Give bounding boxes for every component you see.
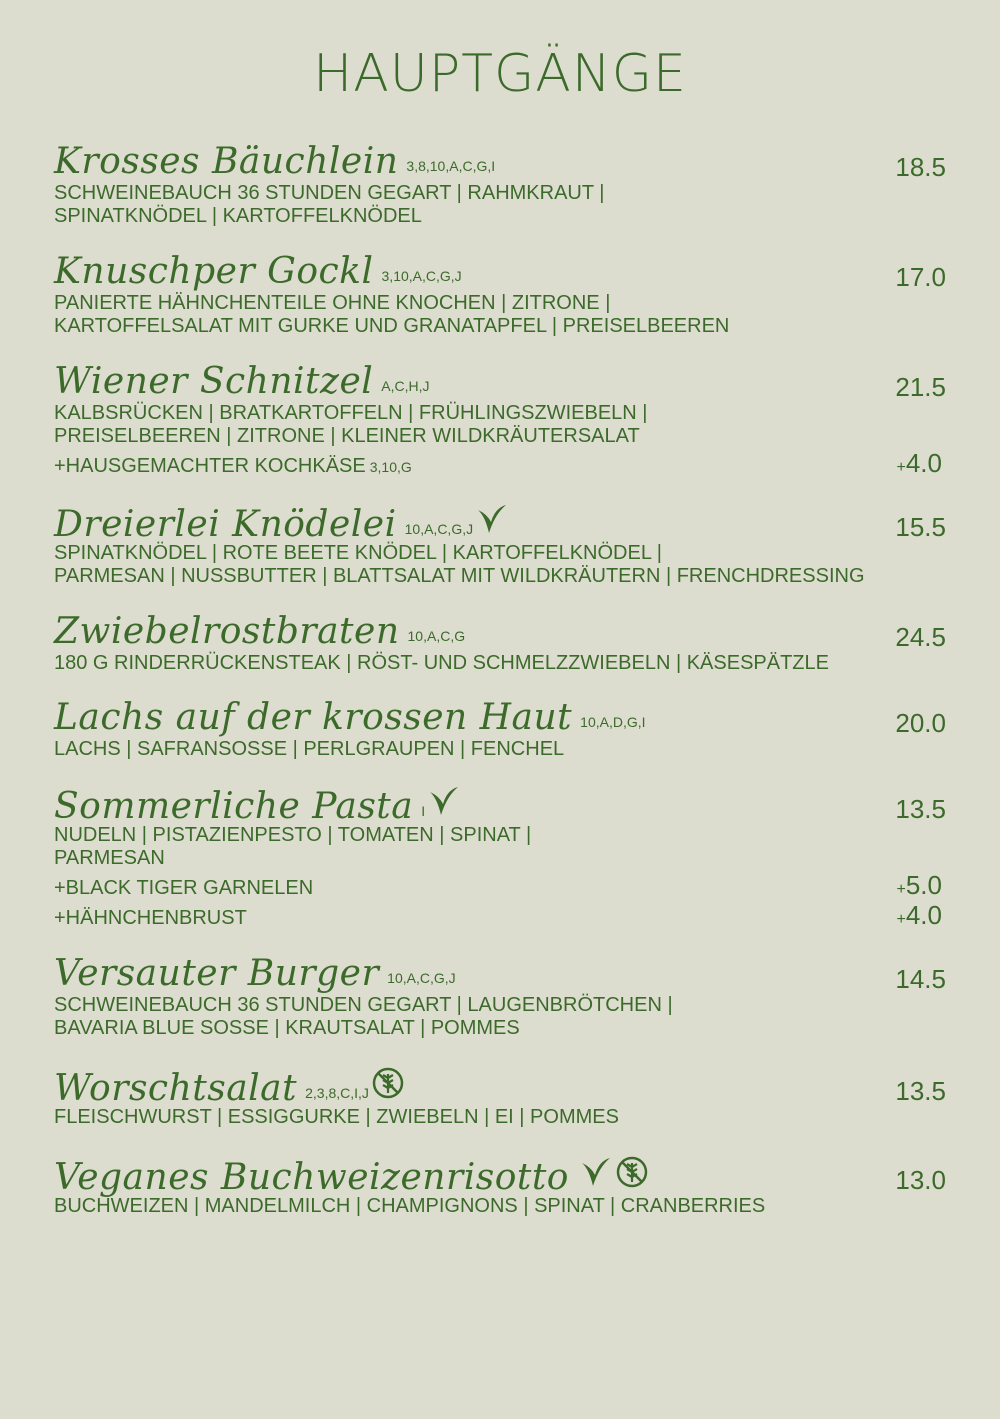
dish-name: Krosses Bäuchlein: [54, 141, 399, 182]
menu-item: [54, 784, 954, 933]
dish-description: BUCHWEIZEN | MANDELMILCH | CHAMPIGNONS | SPINAT | CRANBERRIES: [54, 1195, 766, 1217]
menu-item: [54, 1066, 954, 1129]
menu-item: [54, 954, 954, 1040]
extra-price: +5.0: [896, 870, 942, 900]
extra-label: +HÄHNCHENBRUST: [54, 907, 247, 929]
menu-item: [54, 502, 954, 588]
plus-sign: +: [896, 459, 906, 476]
dish-name: Wiener Schnitzel: [54, 361, 374, 402]
dish-name: Zwiebelrostbraten: [54, 611, 400, 652]
dish-description: LACHS | SAFRANSOSSE | PERLGRAUPEN | FENCHEL: [54, 738, 565, 760]
dish-price: 24.5: [895, 622, 946, 652]
allergen-codes: A,C,H,J: [381, 378, 430, 394]
dish-description: PARMESAN: [54, 847, 165, 869]
extra-label: +HAUSGEMACHTER KOCHKÄSE: [54, 455, 366, 477]
vegetarian-leaf-icon: [475, 502, 509, 541]
dish-description: SCHWEINEBAUCH 36 STUNDEN GEGART | LAUGENBRÖTCHEN |: [54, 994, 673, 1016]
menu-item: [54, 362, 954, 482]
dish-price: 14.5: [895, 964, 946, 994]
dish-price: 18.5: [895, 152, 946, 182]
dish-description: KALBSRÜCKEN | BRATKARTOFFELN | FRÜHLINGSZWIEBELN |: [54, 402, 648, 424]
dish-description: SCHWEINEBAUCH 36 STUNDEN GEGART | RAHMKRAUT |: [54, 182, 605, 204]
menu-item: [54, 142, 954, 228]
dish-description: SPINATKNÖDEL | KARTOFFELKNÖDEL: [54, 205, 422, 227]
allergen-codes: 3,10,G: [369, 459, 412, 475]
dish-name: Veganes Buchweizenrisotto: [54, 1157, 569, 1198]
dish-description: PANIERTE HÄHNCHENTEILE OHNE KNOCHEN | ZITRONE |: [54, 292, 611, 314]
dish-description: PARMESAN | NUSSBUTTER | BLATTSALAT MIT WILDKRÄUTERN | FRENCHDRESSING: [54, 565, 865, 587]
dish-description: SPINATKNÖDEL | ROTE BEETE KNÖDEL | KARTOFFELKNÖDEL |: [54, 542, 662, 564]
allergen-codes: 10,A,C,G: [407, 628, 466, 644]
dish-price: 17.0: [895, 262, 946, 292]
allergen-codes: 3,10,A,C,G,J: [381, 268, 462, 284]
dish-description: BAVARIA BLUE SOSSE | KRAUTSALAT | POMMES: [54, 1017, 520, 1039]
dish-description: NUDELN | PISTAZIENPESTO | TOMATEN | SPINAT |: [54, 824, 532, 846]
plus-sign: +: [896, 911, 906, 928]
allergen-codes: I: [421, 803, 426, 819]
dish-name: Knuschper Gockl: [54, 251, 374, 292]
allergen-codes: 10,A,D,G,I: [580, 714, 646, 730]
dish-extra: [54, 448, 954, 482]
extra-label: +BLACK TIGER GARNELEN: [54, 877, 314, 899]
menu-item: [54, 1155, 954, 1218]
dish-name: Dreierlei Knödelei: [54, 504, 397, 545]
allergen-codes: 10,A,C,G,J: [404, 521, 474, 537]
allergen-codes: 2,3,8,C,I,J: [305, 1085, 369, 1101]
gluten-free-icon: [371, 1066, 405, 1105]
dish-name: Lachs auf der krossen Haut: [54, 697, 573, 738]
dish-name: Sommerliche Pasta: [54, 786, 414, 827]
dish-description: PREISELBEEREN | ZITRONE | KLEINER WILDKRÄUTERSALAT: [54, 425, 640, 447]
dish-description: KARTOFFELSALAT MIT GURKE UND GRANATAPFEL | PREISELBEEREN: [54, 315, 730, 337]
menu-item: [54, 612, 954, 675]
dish-extra: [54, 870, 954, 903]
dish-price: 21.5: [895, 372, 946, 402]
dish-price: 13.5: [895, 794, 946, 824]
dish-name: Worschtsalat: [54, 1068, 298, 1109]
allergen-codes: 10,A,C,G,J: [387, 970, 456, 986]
dish-price: 15.5: [895, 512, 946, 542]
allergen-codes: 3,8,10,A,C,G,I: [406, 158, 496, 174]
dish-price: 13.0: [895, 1165, 946, 1195]
dish-price: 13.5: [895, 1076, 946, 1106]
dish-description: 180 G RINDERRÜCKENSTEAK | RÖST- UND SCHMELZZWIEBELN | KÄSESPÄTZLE: [54, 652, 829, 674]
dish-extra: [54, 900, 954, 933]
menu-item: [54, 698, 954, 761]
dish-description: FLEISCHWURST | ESSIGGURKE | ZWIEBELN | EI | POMMES: [54, 1106, 619, 1128]
extra-price: +4.0: [896, 448, 942, 478]
dish-name: Versauter Burger: [54, 953, 380, 994]
vegetarian-leaf-icon: [427, 784, 461, 823]
extra-price: +4.0: [896, 900, 942, 930]
page-title: HAUPTGÄNGE: [313, 44, 687, 104]
vegetarian-leaf-icon: [579, 1155, 613, 1194]
dish-price: 20.0: [895, 708, 946, 738]
menu-item: [54, 252, 954, 338]
gluten-free-icon: [615, 1155, 649, 1194]
plus-sign: +: [896, 881, 906, 898]
